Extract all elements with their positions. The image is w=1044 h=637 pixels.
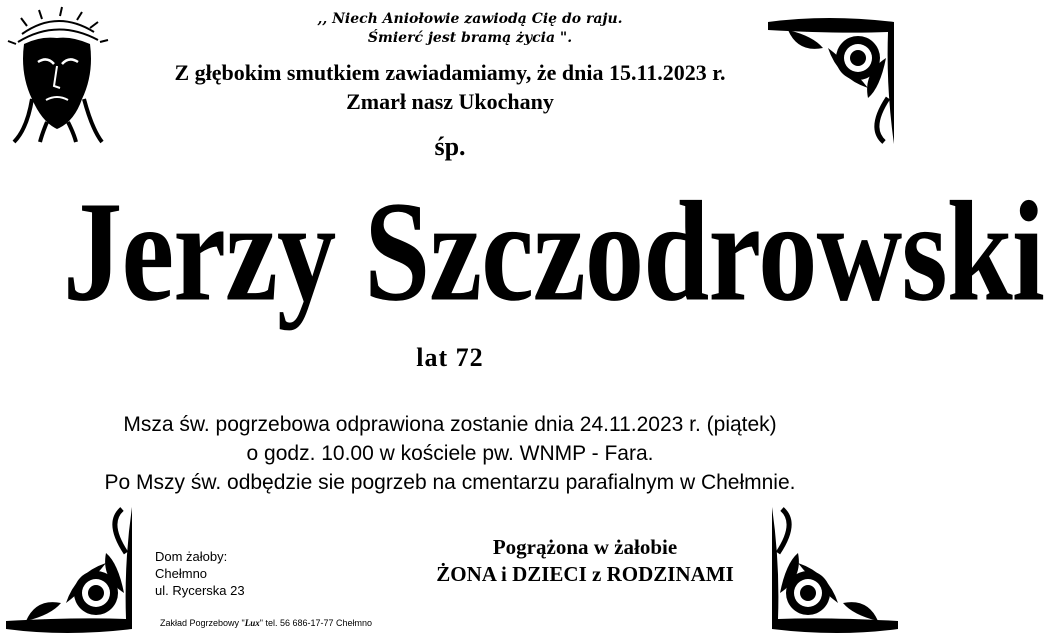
deceased-age: lat 72 [416,343,484,372]
funeral-home-address [155,548,305,599]
funeral-home-label: Dom żałoby: [155,549,228,564]
funeral-mass-details [40,410,860,497]
announcement-line-1: Z głębokim smutkiem zawiadamiamy, że dnia 15.11.2023 r. [174,60,726,85]
mass-line-2: o godz. 10.00 w kościele pw. WNMP - Fara. [246,442,654,465]
announcement-line-2: Zmarł nasz Ukochany [346,89,554,114]
honorific: śp. [434,132,466,161]
quote-line-1: ,, Niech Aniołowie zawiodą Cię do raju. [317,11,623,27]
deceased-name: Jerzy Szczodrowski [63,171,1044,331]
footer-suffix: " tel. 56 686-17-77 Chełmno [259,618,373,628]
funeral-company-footer [160,618,460,628]
mass-line-1: Msza św. pogrzebowa odprawiona zostanie dnia 24.11.2023 r. (piątek) [123,413,777,436]
mourners-line-1: Pogrążona w żałobie [492,535,678,559]
funeral-home-street: ul. Rycerska 23 [155,583,245,598]
ornament-corner-icon [768,503,898,633]
mourners-line-2: ŻONA i DZIECI z RODZINAMI [436,562,734,586]
mass-line-3: Po Mszy św. odbędzie sie pogrzeb na cmentarzu parafialnym w Chełmnie. [104,471,796,494]
ornament-corner-icon [6,503,136,633]
funeral-home-city: Chełmno [155,566,208,581]
footer-prefix: Zakład Pogrzebowy " [160,618,245,628]
religious-quote [260,10,680,48]
footer-brand: Lux [244,618,260,628]
death-announcement [80,58,820,116]
quote-line-2: Śmierć jest bramą życia ". [367,30,573,46]
mourners-signature [410,534,760,588]
